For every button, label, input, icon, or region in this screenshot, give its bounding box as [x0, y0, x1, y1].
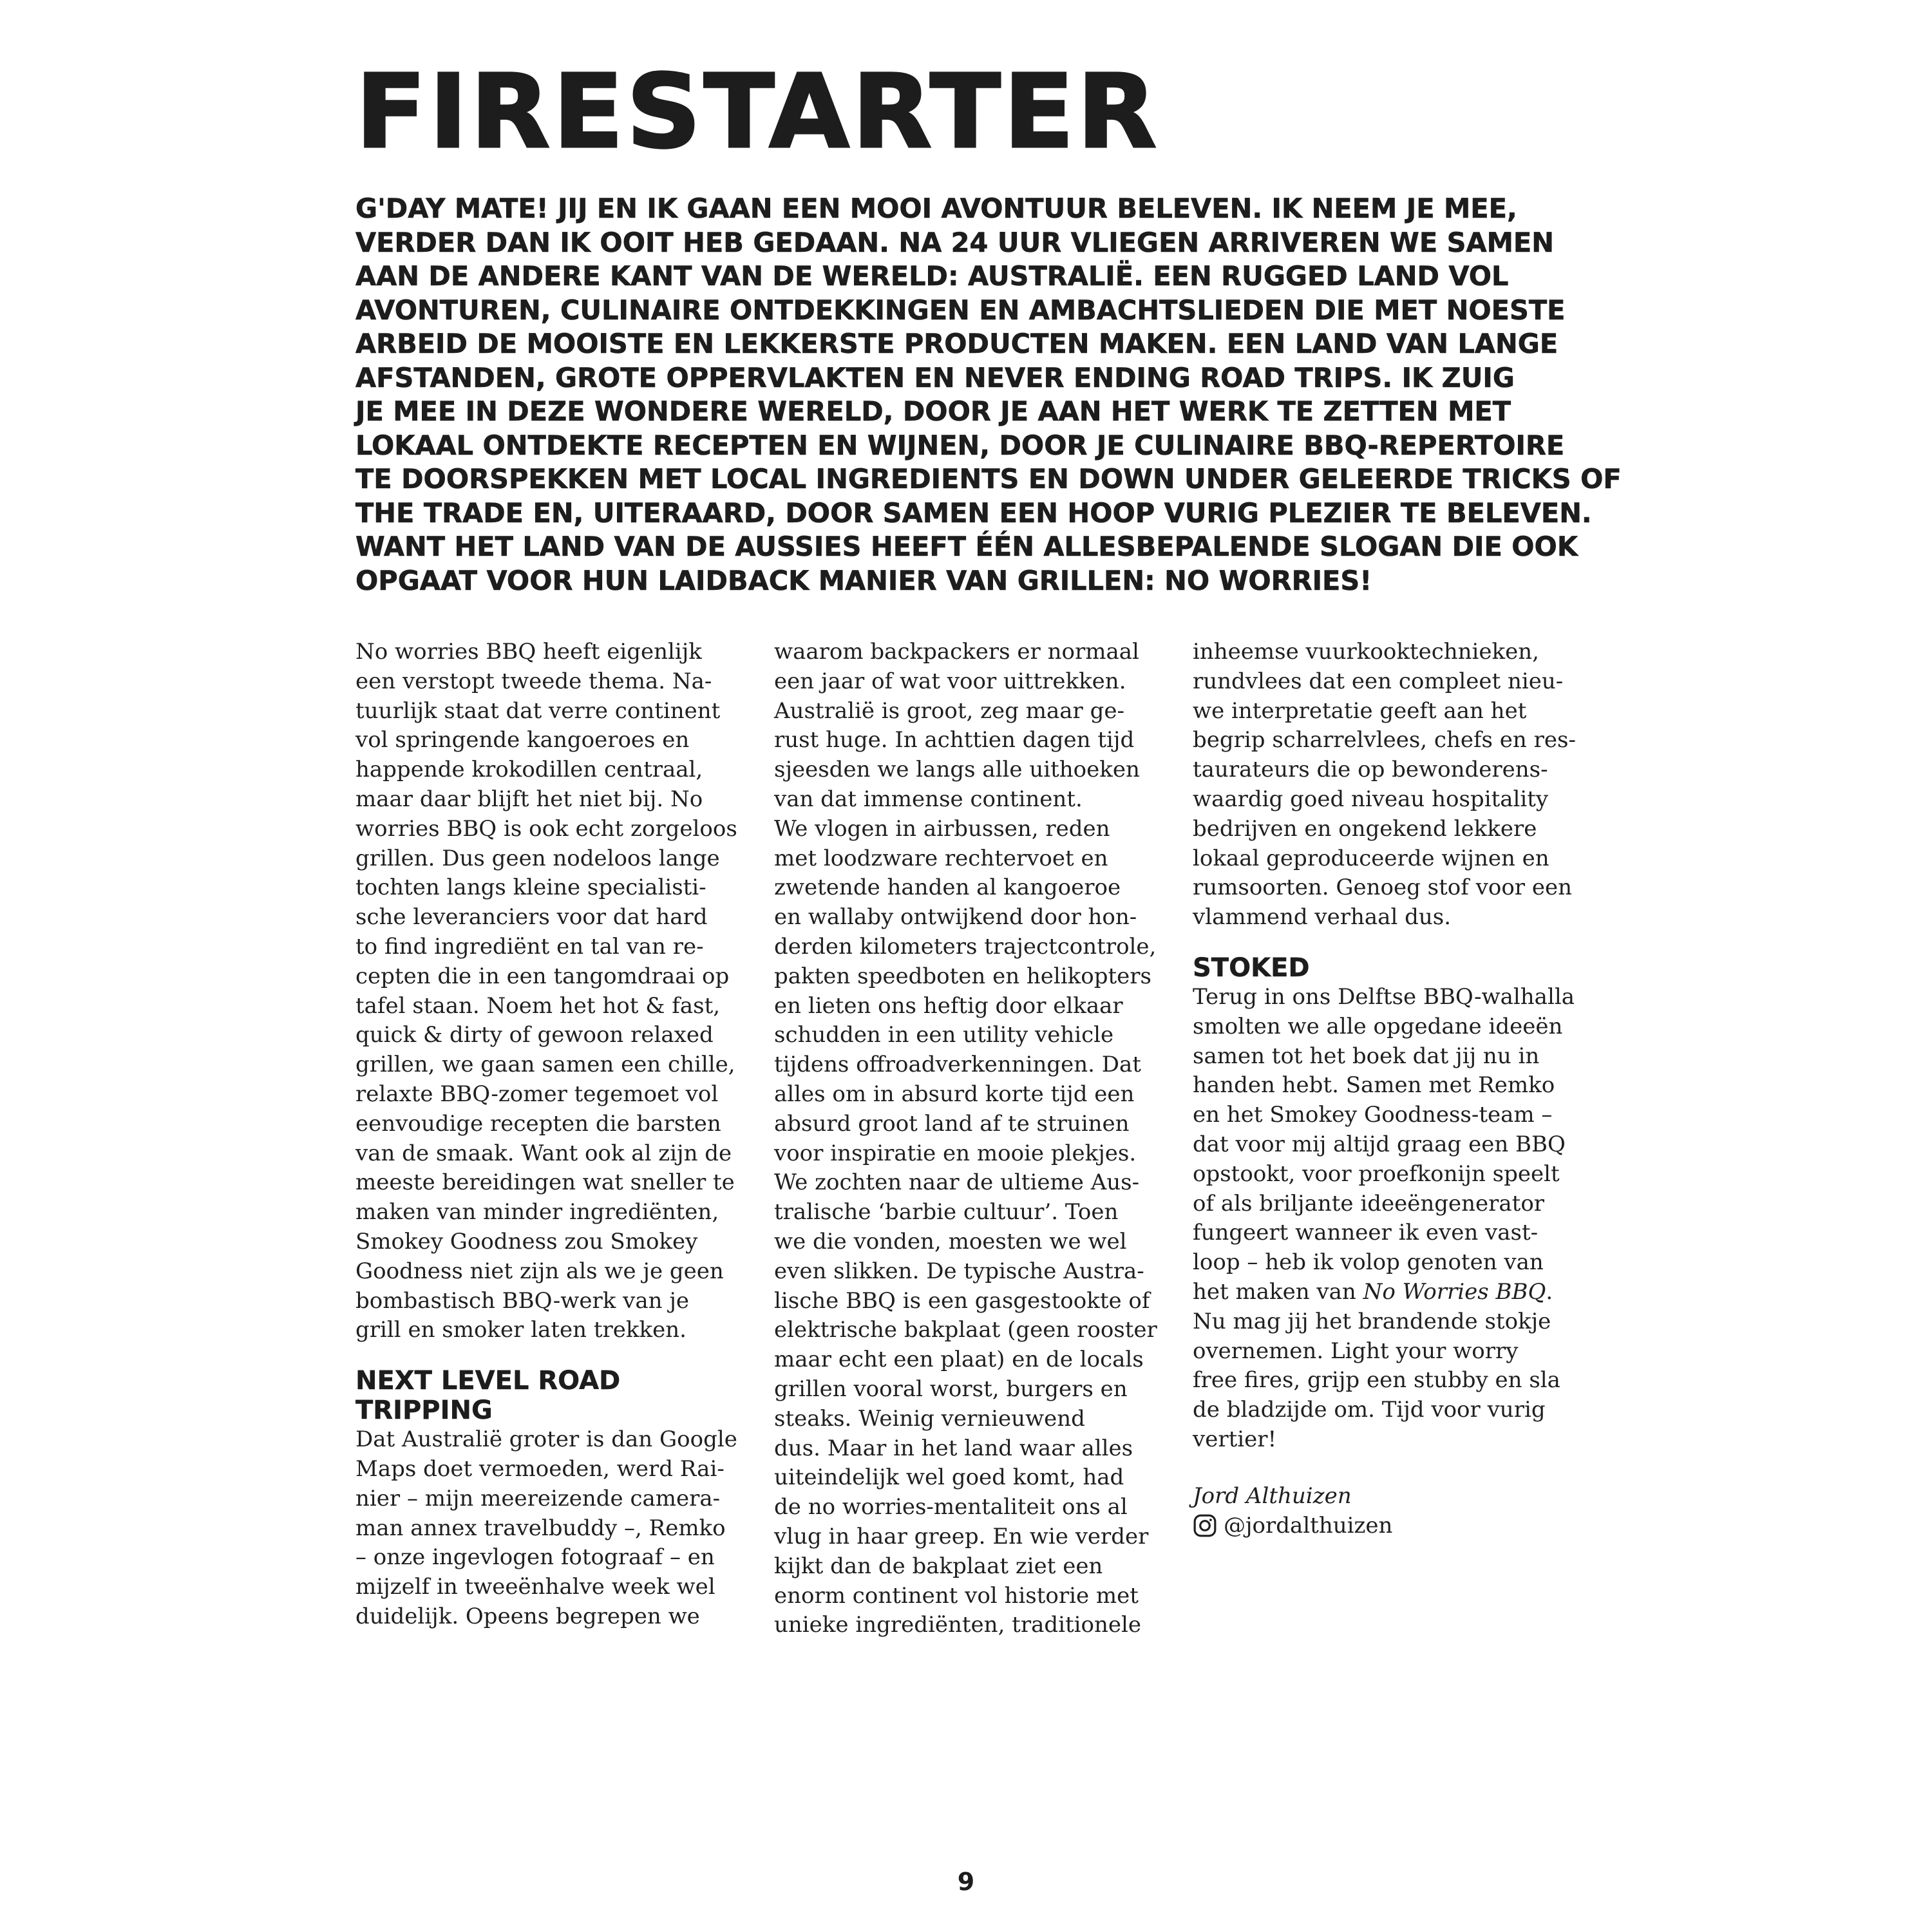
text-line: Terug in ons Delftse BBQ-walhalla [1193, 983, 1575, 1010]
text-line: waardig goed niveau hospitality [1193, 786, 1549, 812]
text-line: begrip scharrelvlees, chefs en res- [1193, 727, 1576, 753]
text-line: derden kilometers trajectcontrole, [774, 933, 1157, 960]
text-line: We vlogen in airbussen, reden [774, 815, 1110, 842]
text-line: inheemse vuurkooktechnieken, [1193, 639, 1539, 665]
intro-line: G'DAY MATE! JIJ EN IK GAAN EEN MOOI AVONTUUR BELEVEN. IK NEEM JE MEE, [355, 193, 1517, 224]
text-line: lische BBQ is een gasgestookte of [774, 1287, 1150, 1314]
text-fragment: het maken van [1193, 1278, 1363, 1305]
text-line: een verstopt tweede thema. Na- [355, 668, 712, 694]
text-line: bombastisch BBQ-werk van je [355, 1287, 690, 1314]
intro-line: ARBEID DE MOOISTE EN LEKKERSTE PRODUCTEN MAKEN. EEN LAND VAN LANGE [355, 328, 1558, 359]
text-line: happende krokodillen centraal, [355, 757, 703, 783]
text-line: eenvoudige recepten die barsten [355, 1110, 721, 1137]
text-line: elektrische bakplaat (geen rooster [774, 1317, 1157, 1343]
instagram-handle-row [1193, 1511, 1579, 1541]
text-line: van de smaak. Want ook al zijn de [355, 1140, 732, 1166]
text-line: relaxte BBQ-zomer tegemoet vol [355, 1081, 719, 1107]
page-number: 9 [957, 1868, 975, 1896]
text-line: tochten langs kleine specialisti- [355, 875, 706, 901]
intro-paragraph [355, 192, 1669, 598]
text-line: samen tot het boek dat jij nu in [1193, 1043, 1540, 1069]
body-column-3 [1193, 638, 1579, 1540]
text-line: of als briljante ideeëngenerator [1193, 1190, 1545, 1217]
text-line: tijdens offroadverkenningen. Dat [774, 1052, 1141, 1078]
column3-paragraph-2 [1193, 983, 1579, 1455]
text-line: voor inspiratie en mooie plekjes. [774, 1140, 1137, 1166]
text-line: de bladzijde om. Tijd voor vurig [1193, 1397, 1546, 1423]
author-signature [1193, 1482, 1579, 1511]
text-line: rumsoorten. Genoeg stof voor een [1193, 875, 1572, 901]
text-line: en het Smokey Goodness-team – [1193, 1102, 1553, 1128]
text-line: grill en smoker laten trekken. [355, 1317, 687, 1343]
text-line: nier – mijn meereizende camera- [355, 1485, 721, 1511]
subheading-line: TRIPPING [355, 1396, 493, 1426]
book-title: No Worries BBQ [1363, 1278, 1546, 1305]
page-title: FIRESTARTER [355, 53, 1160, 171]
text-line: lokaal geproduceerde wijnen en [1193, 845, 1549, 871]
text-line: van dat immense continent. [774, 786, 1083, 812]
text-line: maar daar blijft het niet bij. No [355, 786, 703, 812]
text-line: bedrijven en ongekend lekkere [1193, 815, 1537, 842]
text-line: schudden in een utility vehicle [774, 1022, 1114, 1048]
subheading-line: NEXT LEVEL ROAD [355, 1366, 621, 1396]
text-line: sche leveranciers voor dat hard [355, 904, 708, 931]
body-column-1 [355, 638, 742, 1632]
intro-line: LOKAAL ONTDEKTE RECEPTEN EN WIJNEN, DOOR JE CULINAIRE BBQ-REPERTOIRE [355, 429, 1565, 461]
text-line: man annex travelbuddy –, Remko [355, 1515, 726, 1541]
instagram-icon [1193, 1513, 1217, 1538]
text-line: vertier! [1193, 1426, 1277, 1452]
author-name: Jord Althuizen [1193, 1482, 1352, 1509]
text-line: dus. Maar in het land waar alles [774, 1435, 1133, 1461]
text-line: smolten we alle opgedane ideeën [1193, 1013, 1563, 1039]
text-line: Australië is groot, zeg maar ge- [774, 697, 1124, 724]
intro-line: TE DOORSPEKKEN MET LOCAL INGREDIENTS EN DOWN UNDER GELEERDE TRICKS OF [355, 463, 1622, 495]
text-line: we die vonden, moesten we wel [774, 1228, 1127, 1255]
text-line: kijkt dan de bakplaat ziet een [774, 1553, 1103, 1579]
text-line: Maps doet vermoeden, werd Rai- [355, 1455, 724, 1482]
text-line: Goodness niet zijn als we je geen [355, 1258, 724, 1284]
intro-line: AVONTUREN, CULINAIRE ONTDEKKINGEN EN AMBACHTSLIEDEN DIE MET NOESTE [355, 294, 1566, 326]
text-line: grillen vooral worst, burgers en [774, 1376, 1128, 1402]
column3-paragraph-1 [1193, 638, 1579, 933]
text-line: steaks. Weinig vernieuwend [774, 1405, 1085, 1432]
text-line: Dat Australië groter is dan Google [355, 1426, 737, 1453]
subheading-stoked: STOKED [1193, 952, 1310, 983]
column1-paragraph-1 [355, 638, 742, 1345]
text-line: free fires, grijp een stubby en sla [1193, 1367, 1560, 1394]
intro-line: OPGAAT VOOR HUN LAIDBACK MANIER VAN GRILLEN: NO WORRIES! [355, 564, 1372, 596]
text-line: absurd groot land af te struinen [774, 1110, 1130, 1137]
text-fragment: . [1546, 1278, 1553, 1305]
text-line: Nu mag jij het brandende stokje [1193, 1308, 1551, 1334]
intro-line: THE TRADE EN, UITERAARD, DOOR SAMEN EEN HOOP VURIG PLEZIER TE BELEVEN. [355, 497, 1592, 529]
text-line: tafel staan. Noem het hot & fast, [355, 992, 721, 1019]
text-line: fungeert wanneer ik even vast- [1193, 1220, 1539, 1246]
text-line: quick & dirty of gewoon relaxed [355, 1022, 714, 1048]
column1-paragraph-2 [355, 1425, 742, 1632]
text-line: uiteindelijk wel goed komt, had [774, 1464, 1124, 1491]
text-line: pakten speedboten en helikopters [774, 963, 1151, 989]
text-line: vlug in haar greep. En wie verder [774, 1523, 1149, 1549]
instagram-handle: @jordalthuizen [1224, 1512, 1393, 1539]
text-line: rust huge. In achttien dagen tijd [774, 727, 1135, 753]
text-line: – onze ingevlogen fotograaf – en [355, 1544, 715, 1571]
intro-line: VERDER DAN IK OOIT HEB GEDAAN. NA 24 UUR VLIEGEN ARRIVEREN WE SAMEN [355, 226, 1554, 258]
intro-line: AAN DE ANDERE KANT VAN DE WERELD: AUSTRALIË. EEN RUGGED LAND VOL [355, 260, 1509, 292]
intro-line: WANT HET LAND VAN DE AUSSIES HEEFT ÉÉN ALLESBEPALENDE SLOGAN DIE OOK [355, 531, 1578, 562]
text-line: unieke ingrediënten, traditionele [774, 1612, 1142, 1638]
text-line: loop – heb ik volop genoten van [1193, 1249, 1544, 1276]
text-line: We zochten naar de ultieme Aus- [774, 1170, 1140, 1196]
text-line: grillen, we gaan samen een chille, [355, 1052, 735, 1078]
text-line: cepten die in een tangomdraai op [355, 963, 730, 989]
intro-line: AFSTANDEN, GROTE OPPERVLAKTEN EN NEVER ENDING ROAD TRIPS. IK ZUIG [355, 361, 1515, 393]
subheading-next-level-road-tripping [355, 1366, 742, 1425]
text-line: opstookt, voor proefkonijn speelt [1193, 1160, 1560, 1187]
text-line: met loodzware rechtervoet en [774, 845, 1108, 871]
text-line: dat voor mij altijd graag een BBQ [1193, 1131, 1566, 1157]
text-line: even slikken. De typische Austra- [774, 1258, 1144, 1284]
body-column-2 [774, 638, 1160, 1640]
text-line: sjeesden we langs alle uithoeken [774, 757, 1140, 783]
text-line: alles om in absurd korte tijd een [774, 1081, 1135, 1107]
text-line: worries BBQ is ook echt zorgeloos [355, 815, 737, 842]
text-line: we interpretatie geeft aan het [1193, 697, 1527, 724]
text-line: No worries BBQ heeft eigenlijk [355, 639, 702, 665]
text-line: tralische ‘barbie cultuur’. Toen [774, 1199, 1119, 1226]
text-line: vlammend verhaal dus. [1193, 904, 1452, 931]
text-line: en wallaby ontwijkend door hon- [774, 904, 1137, 931]
text-line: taurateurs die op bewonderens- [1193, 757, 1548, 783]
intro-line: JE MEE IN DEZE WONDERE WERELD, DOOR JE AAN HET WERK TE ZETTEN MET [355, 395, 1511, 427]
text-line: handen hebt. Samen met Remko [1193, 1072, 1555, 1099]
text-line: meeste bereidingen wat sneller te [355, 1170, 735, 1196]
text-line: mijzelf in tweeënhalve week wel [355, 1574, 715, 1600]
text-line: duidelijk. Opeens begrepen we [355, 1603, 700, 1629]
text-line: grillen. Dus geen nodeloos lange [355, 845, 720, 871]
text-line: vol springende kangoeroes en [355, 727, 690, 753]
text-line: overnemen. Light your worry [1193, 1338, 1519, 1364]
text-line: to find ingrediënt en tal van re- [355, 933, 704, 960]
text-line: rundvlees dat een compleet nieu- [1193, 668, 1564, 694]
text-line: waarom backpackers er normaal [774, 639, 1139, 665]
text-line: de no worries-mentaliteit ons al [774, 1494, 1128, 1520]
text-line: en lieten ons heftig door elkaar [774, 992, 1123, 1019]
text-line: een jaar of wat voor uittrekken. [774, 668, 1126, 694]
text-line: maken van minder ingrediënten, [355, 1199, 719, 1226]
text-line: Smokey Goodness zou Smokey [355, 1228, 698, 1255]
text-line: tuurlijk staat dat verre continent [355, 697, 721, 724]
text-line: maar echt een plaat) en de locals [774, 1347, 1144, 1373]
text-line: zwetende handen al kangoeroe [774, 875, 1121, 901]
text-line-with-book-title [1193, 1278, 1579, 1307]
text-line: enorm continent vol historie met [774, 1582, 1139, 1609]
